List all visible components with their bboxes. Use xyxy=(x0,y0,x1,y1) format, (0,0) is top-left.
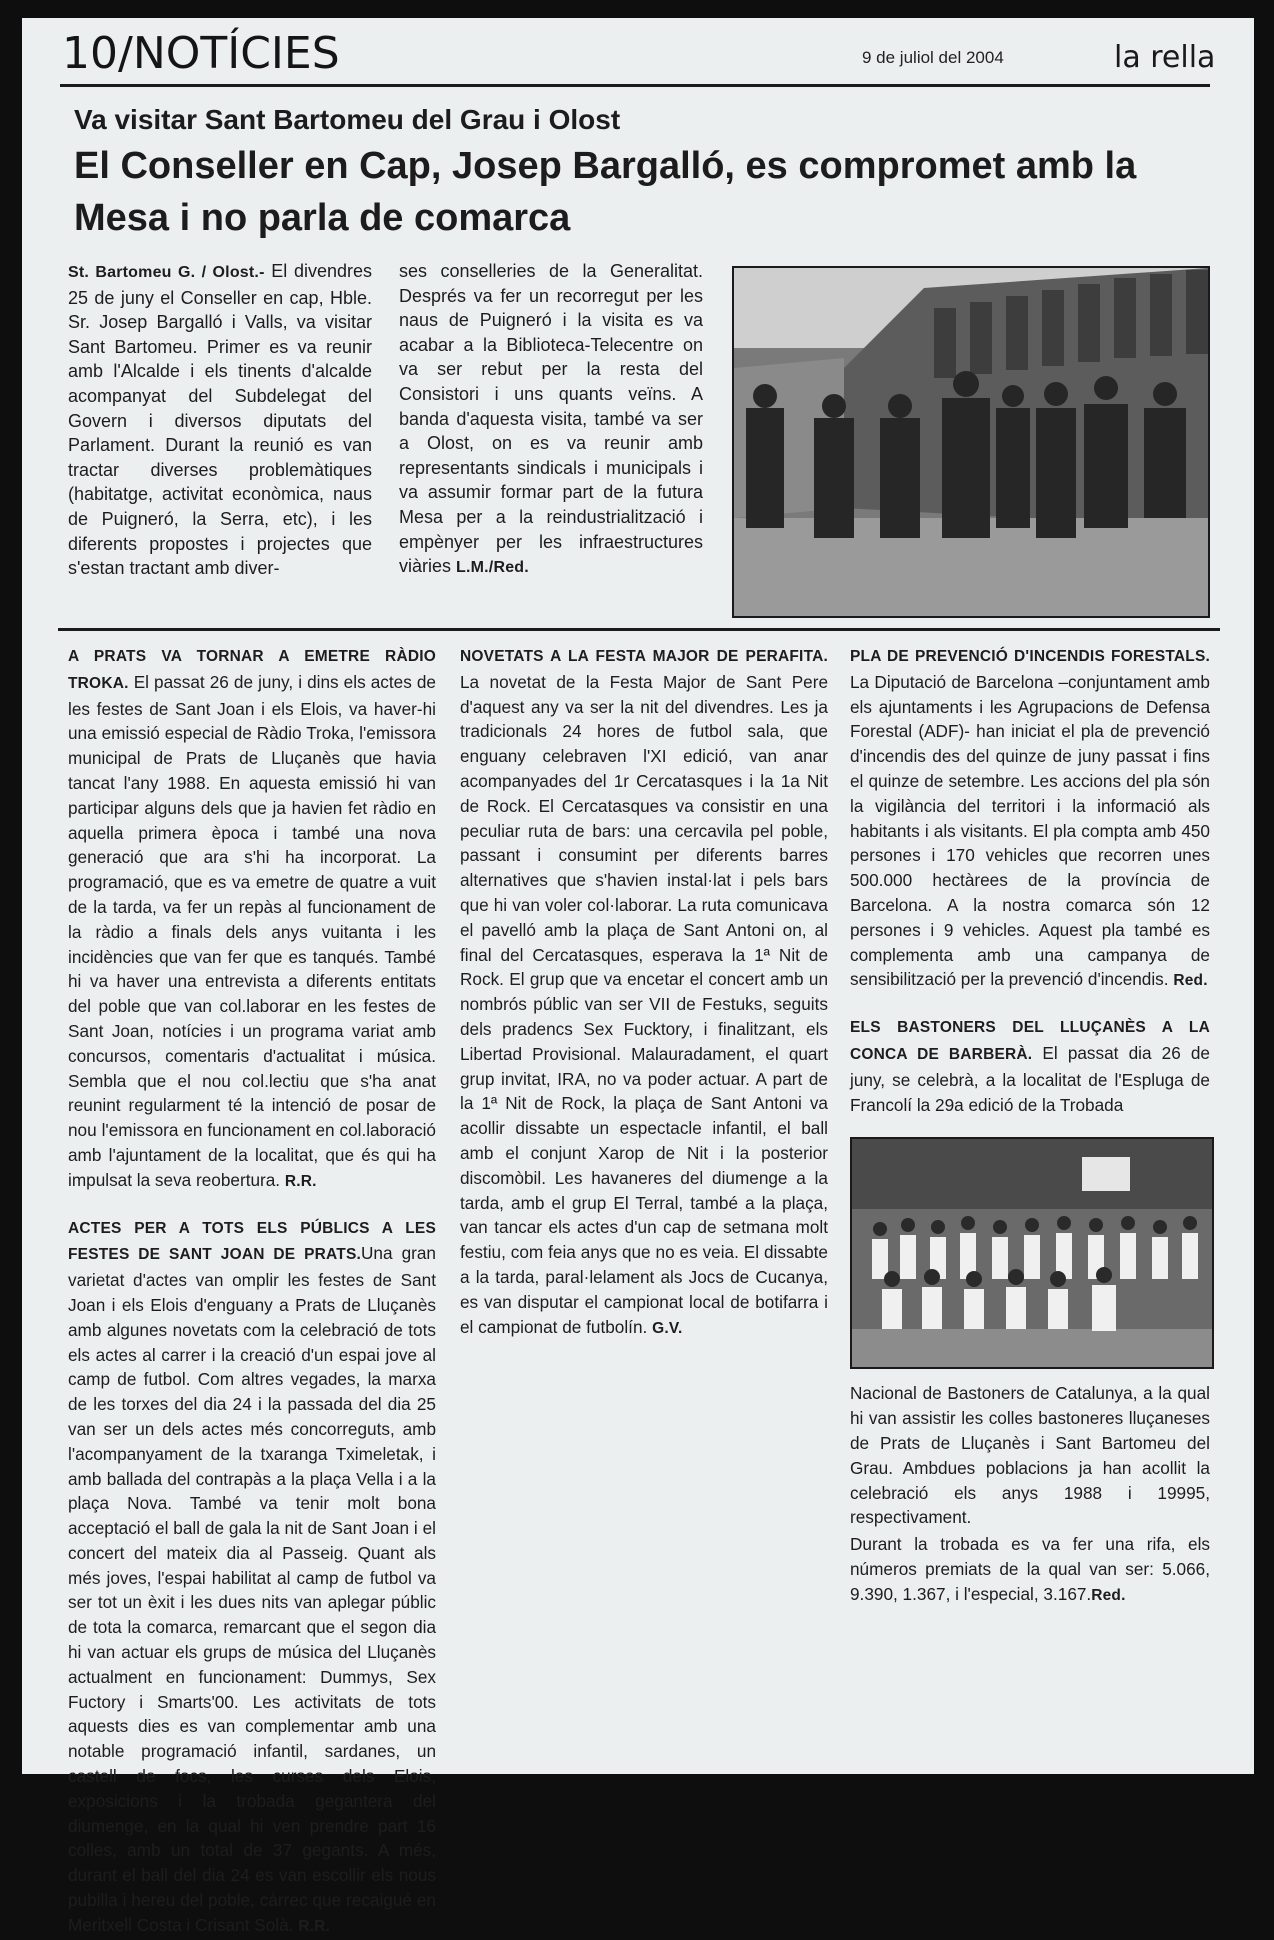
news-column-3 xyxy=(850,643,1210,1743)
article-actes xyxy=(68,1215,436,1940)
article-perafita xyxy=(460,643,828,1341)
lead-column-2 xyxy=(399,259,703,581)
lead-column-1 xyxy=(68,259,372,581)
mid-rule xyxy=(58,628,1220,631)
publication-name: la rella xyxy=(1114,40,1216,75)
lead-kicker: Va visitar Sant Bartomeu del Grau i Olost xyxy=(74,104,621,135)
article-bastoners-body-b: Nacional de Bastoners de Catalunya, a la qual hi van assistir les colles bastoneres lluçaneses de Prats de Lluçanès i Sant Bartomeu del Grau. Ambdues poblacions ja han acollit la celebració els anys 1988 i 19995, respectivament. xyxy=(850,1383,1210,1528)
article-actes-body: Una gran varietat d'actes van omplir les festes de Sant Joan i els Elois d'enguany a Prats de Lluçanès amb algunes novetats com la celebració de tots els actes al carrer i la creació d'un espai jove al camp de futbol. Com altres vegades, la marxa de les torxes del dia 24 i la passada del dia 25 van ser un dels actes més concorreguts, amb l'acompanyament de la txaranga Tximeletak, i amb ballada del contrapàs a la plaça Vella i a la plaça Nova. També va tenir molt bona acceptació el ball de gala la nit de Sant Joan i el concert del mateix dia al Passeig. Quant als més joves, l'espai habilitat al camp de futbol va ser tot un èxit i les dues nits van aplegar públic de tota la comarca, remarcant que el segon dia hi van actuar els grups de música del Lluçanès actualment en funcionament: Dummys, Sex Fuctory i Smarts'00. Les activitats de tots aquests dies es van complementar amb una notable programació infantil, sardanes, un castell de focs, les curses dels Elois, exposicions i la trobada gegantera del diumenge, en la qual hi ven prendre part 16 colles, amb un total de 37 gegants. A més, durant el ball del dia 24 es van escollir els nous pubilla i hereu del poble, càrrec que recaigué en Meritxell Costa i Crisant Solà. xyxy=(68,1243,436,1935)
article-incendis xyxy=(850,643,1210,994)
article-perafita-heading: NOVETATS A LA FESTA MAJOR DE PERAFITA. xyxy=(460,648,828,665)
issue-date: 9 de juliol del 2004 xyxy=(862,48,1004,67)
article-radio-signature: R.R. xyxy=(284,1172,317,1190)
article-bastoners-body-c: Durant la trobada es va fer una rifa, els números premiats de la qual van ser: 5.066, 9.390, 1.367, i l'especial, 3.167. xyxy=(850,1534,1210,1604)
article-bastoners-body-a: El passat dia 26 de juny, se celebrà, a la localitat de l'Espluga de Francolí la 29a edició de la Trobada xyxy=(850,1042,1210,1115)
article-bastoners-signature: Red. xyxy=(1091,1586,1126,1604)
top-rule xyxy=(60,84,1210,87)
section-title: 10/NOTÍCIES xyxy=(62,28,340,79)
news-column-2 xyxy=(460,643,828,1743)
lead-text-2: ses conselleries de la Generalitat. Després va fer un recorregut per les naus de Puigneró i la visita es va acabar a la Biblioteca-Telecentre on va ser rebut per la resta del Consistori i uns quants veïns. A banda d'aquesta visita, també va ser a Olost, on es va reunir amb representants sindicals i municipals i va assumir formar part de la futura Mesa per a la reindustrialització i empènyer per les infraestructures viàries xyxy=(399,261,703,577)
article-perafita-body: La novetat de la Festa Major de Sant Pere d'aquest any va ser la nit del divendres. Les ja tradicionals 24 hores de futbol sala, que enguany celebraven l'XI edició, van anar acompanyades del 1r Cercatasques i la 1a Nit de Rock. El Cercatasques va consistir en una peculiar ruta de bars: una cercavila pel poble, passant i consumint per diferents barres alternatives que s'havien instal·lat i pels bars que hi van voler col·laborar. La ruta comunicava el pavelló amb la plaça de Sant Antoni on, al final del Cercatasques, esperava la 1ª Nit de Rock. El grup que va encetar el concert amb un nombrós públic van ser VII de Festuks, seguits dels pradencs Sex Fucktory, i finalitzant, els Libertad Provisional. Malauradament, el quart grup invitat, IRA, no va poder actuar. A part de la 1ª Nit de Rock, la plaça de Sant Antoni va acollir dissabte un espectacle infantil, el ball amb el conjunt Xarop de Nit i la posterior discomòbil. Les havaneres del diumenge a la tarda, amb el grup El Terral, també a la plaça, van tancar els actes d'un cap de setmana molt festiu, com feia anys que no es veia. El dissabte a la tarda, paral·lelament als Jocs de Cucanya, es van disputar el campionat local de botifarra i el campionat de futbolín. xyxy=(460,671,828,1337)
article-bastoners-raffle xyxy=(850,1532,1210,1608)
article-actes-signature: R.R. xyxy=(298,1917,331,1935)
newspaper-page xyxy=(22,18,1254,1935)
article-bastoners-cont xyxy=(850,1381,1210,1530)
article-perafita-signature: G.V. xyxy=(652,1319,683,1337)
article-radio-body: El passat 26 de juny, i dins els actes de les festes de Sant Joan i els Elois, va haver-hi una emissió especial de Ràdio Troka, l'emissora municipal de Prats de Lluçanès que havia tancat l'any 1988. En aquesta emissió hi van participar alguns dels que ja havien fet ràdio en aquella primera època i també una nova generació que ara s'hi ha incorporat. La programació, que es va emetre de quatre a vuit de la tarda, va fer un repàs al funcionament de la ràdio a finals dels anys vuitanta i les incidències que van fer que es tanqués. També hi va haver una entrevista a diferents entitats del poble que van col.laborar en les festes de Sant Joan, notícies i un programa variat amb concursos, comentaris d'actualitat i música. Sembla que el nou col.lectiu que s'ha anat reunint regularment té la intenció de posar de nou l'emissora en funcionament en col.laboració amb l'ajuntament de la localitat, que és qui ha impulsat la seva reobertura. xyxy=(68,671,436,1190)
article-bastoners-heading: ELS BASTONERS DEL LLUÇANÈS A LA CONCA DE BARBERÀ. xyxy=(850,1019,1210,1063)
news-column-1 xyxy=(68,643,436,1935)
article-incendis-heading: PLA DE PREVENCIÓ D'INCENDIS FORESTALS. xyxy=(850,648,1210,665)
article-actes-heading: ACTES PER A TOTS ELS PÚBLICS A LES FESTES DE SANT JOAN DE PRATS. xyxy=(68,1219,436,1264)
article-incendis-signature: Red. xyxy=(1173,972,1208,990)
lead-text-1: El divendres 25 de juny el Conseller en cap, Hble. Sr. Josep Bargalló i Valls, va visitar Sant Bartomeu. Primer es va reunir amb l'Alcalde i els tinents d'alcalde acompanyat del Subdelegat del Govern i diversos diputats del Parlament. Durant la reunió es van tractar diverses problemàtiques (habitatge, activitat econòmica, naus de Puigneró, la Serra, etc), i les diferents propostes i projectes que s'estan tractant amb diver- xyxy=(68,261,372,579)
article-radio-heading: A PRATS VA TORNAR A EMETRE RÀDIO TROKA. xyxy=(68,648,436,692)
bastoners-photo xyxy=(850,1137,1214,1369)
lead-headline: El Conseller en Cap, Josep Bargalló, es compromet amb la Mesa i no parla de comarca xyxy=(74,145,1137,239)
article-radio xyxy=(68,643,436,1195)
lead-photo xyxy=(732,266,1210,618)
article-bastoners xyxy=(850,1014,1210,1117)
lead-byline: St. Bartomeu G. / Olost.- xyxy=(68,264,265,281)
lead-signature: L.M./Red. xyxy=(456,559,529,577)
article-incendis-body: La Diputació de Barcelona –conjuntament amb els ajuntaments i les Agrupacions de Defensa Forestal (ADF)- han iniciat el pla de prevenció d'incendis des del quinze de juny passat i fins el quinze de setembre. Les accions del pla són la vigilància del territori i la informació als habitants i als visitants. El pla compta amb 450 persones i 170 vehicles que recorren unes 500.000 hectàrees de la província de Barcelona. A la nostra comarca són 12 persones i 9 vehicles. Aquest pla també es complementa amb una campanya de sensibilització per la prevenció d'incendis. xyxy=(850,671,1210,990)
